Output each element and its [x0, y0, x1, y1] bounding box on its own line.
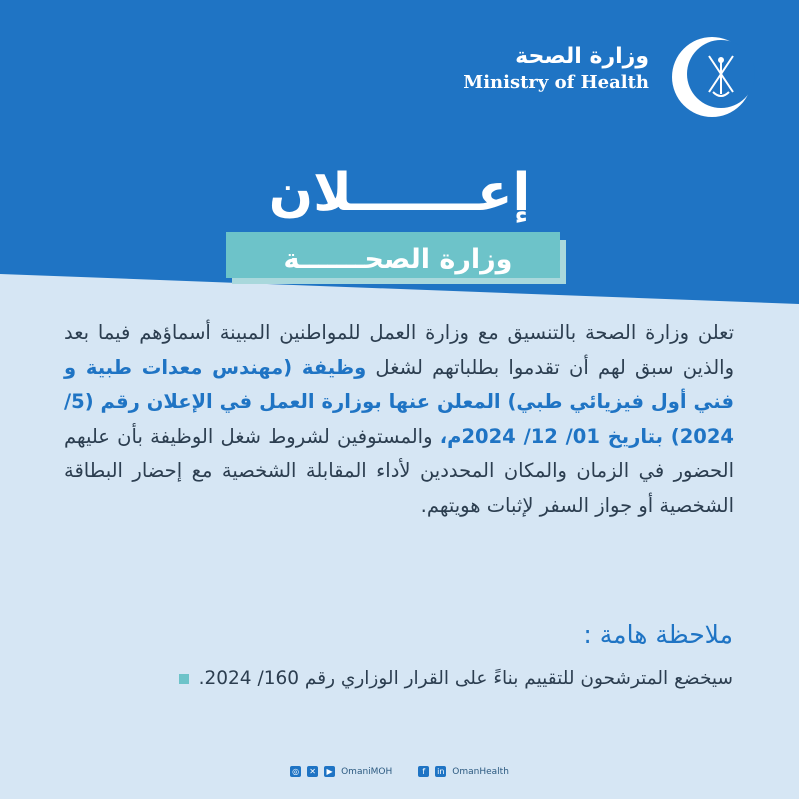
announcement-title: إعـــــــلان [268, 163, 531, 223]
logo-english-name: Ministry of Health [463, 72, 649, 93]
logo-arabic-name: وزارة الصحة [515, 44, 649, 69]
note-item-text: سيخضع المترشحون للتقييم بناءً على القرار الوزاري رقم 160/ 2024. [198, 668, 733, 689]
social-handle-2[interactable]: OmanHealth [452, 766, 509, 777]
subheadline-box [226, 232, 570, 286]
social-footer [0, 766, 799, 777]
subheadline-text: وزارة الصحـــــــة [283, 243, 513, 275]
facebook-icon[interactable]: f [418, 766, 429, 777]
body-part-1: تعلن وزارة الصحة بالتنسيق مع وزارة العمل للمواطنين المبينة أسماؤهم فيما بعد والذين سبق لهم أن تقدموا بطلباتهم لشغل [64, 321, 734, 379]
linkedin-icon[interactable]: in [437, 767, 445, 776]
instagram-icon[interactable]: ◎ [290, 766, 301, 777]
x-icon[interactable]: ✕ [307, 766, 318, 777]
body-part-2: والمستوفين لشروط شغل الوظيفة بأن عليهم الحضور في الزمان والمكان المحددين لأداء المقابلة الشخصية مع إحضار البطاقة الشخصية أو جواز السفر لإثبات هويتهم. [64, 424, 734, 517]
ministry-logo [435, 34, 755, 114]
important-note-title: ملاحظة هامة : [583, 620, 733, 649]
bullet-icon [179, 674, 189, 684]
khanjar-emblem-icon [669, 34, 755, 120]
important-note-item [179, 668, 733, 689]
body-highlight: وظيفة (مهندس معدات طبية و فني أول فيزيائي طبي) المعلن عنها بوزارة العمل في الإعلان رقم (5/ 2024) بتاريخ 01/ 12/ 2024م، [64, 355, 734, 448]
youtube-icon[interactable]: ▶ [324, 766, 335, 777]
announcement-body [64, 316, 734, 523]
social-handle-1[interactable]: OmaniMOH [341, 766, 393, 777]
